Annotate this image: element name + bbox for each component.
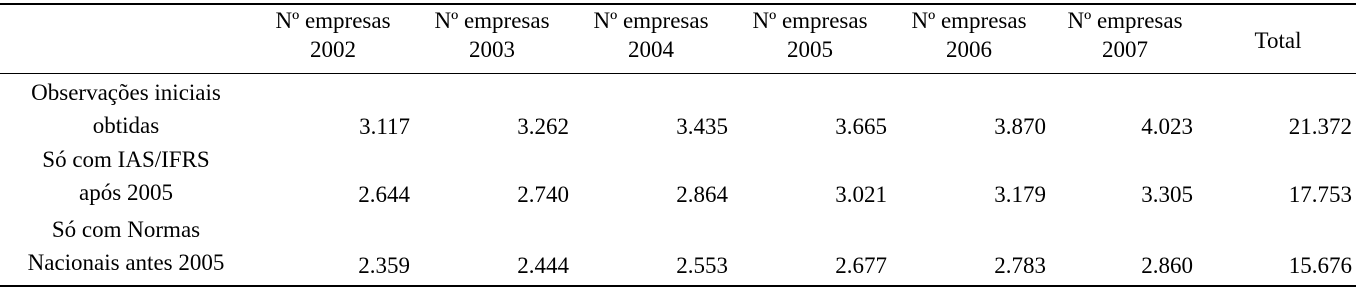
column-header-label: Nº empresas [752,8,868,33]
table-cell: 2.444 [517,253,569,278]
table-cell: 2.864 [676,182,728,207]
table-cell: 3.665 [835,114,887,139]
table-cell: 2.677 [835,253,887,278]
column-header-2005 [730,6,890,72]
row-label-so-com-ias-ifrs [0,143,252,209]
table-cell: 4.023 [1141,114,1193,139]
column-header-year: 2006 [946,37,992,62]
column-header-2002 [253,6,413,72]
column-header-year: 2005 [787,37,833,62]
column-header-year: 2002 [310,37,356,62]
row-label-so-com-normas-nacionais [0,213,252,279]
column-header-label: Nº empresas [434,8,550,33]
table-cell: 2.553 [676,253,728,278]
table-cell: 2.860 [1141,253,1193,278]
table-cell-total: 15.676 [1288,253,1352,278]
table-cell: 3.262 [517,114,569,139]
table-bottom-rule [0,285,1356,287]
table-cell: 3.179 [994,182,1046,207]
column-header-2007 [1045,6,1205,72]
row-label-line: Nacionais antes 2005 [27,250,225,275]
table-cell: 3.117 [359,114,410,139]
table-cell: 2.644 [358,182,410,207]
column-header-label: Nº empresas [1067,8,1183,33]
column-header-label: Nº empresas [911,8,1027,33]
column-header-2004 [571,6,731,72]
table-cell-total: 17.753 [1288,182,1352,207]
table-cell: 2.783 [994,253,1046,278]
column-header-2006 [889,6,1049,72]
column-header-year: 2004 [628,37,674,62]
row-label-observacoes-iniciais [0,76,252,142]
table-cell: 3.435 [676,114,728,139]
column-header-label: Nº empresas [593,8,709,33]
table-cell: 3.021 [835,182,887,207]
row-label-line: obtidas [92,113,160,138]
row-label-line: após 2005 [79,180,173,205]
header-divider-rule [0,73,1356,74]
table-cell: 2.359 [358,253,410,278]
column-header-label: Nº empresas [275,8,391,33]
column-header-year: 2007 [1102,37,1148,62]
column-header-total: Total [1254,27,1302,53]
table-cell: 2.740 [517,182,569,207]
table-cell: 3.870 [994,114,1046,139]
table-cell-total: 21.372 [1288,114,1352,139]
table-top-rule [0,3,1356,5]
column-header-year: 2003 [469,37,515,62]
column-header-2003 [412,6,572,72]
table-cell: 3.305 [1141,182,1193,207]
row-label-line: Observações iniciais [31,80,221,105]
row-label-line: Só com Normas [51,217,201,242]
row-label-line: Só com IAS/IFRS [42,147,210,172]
